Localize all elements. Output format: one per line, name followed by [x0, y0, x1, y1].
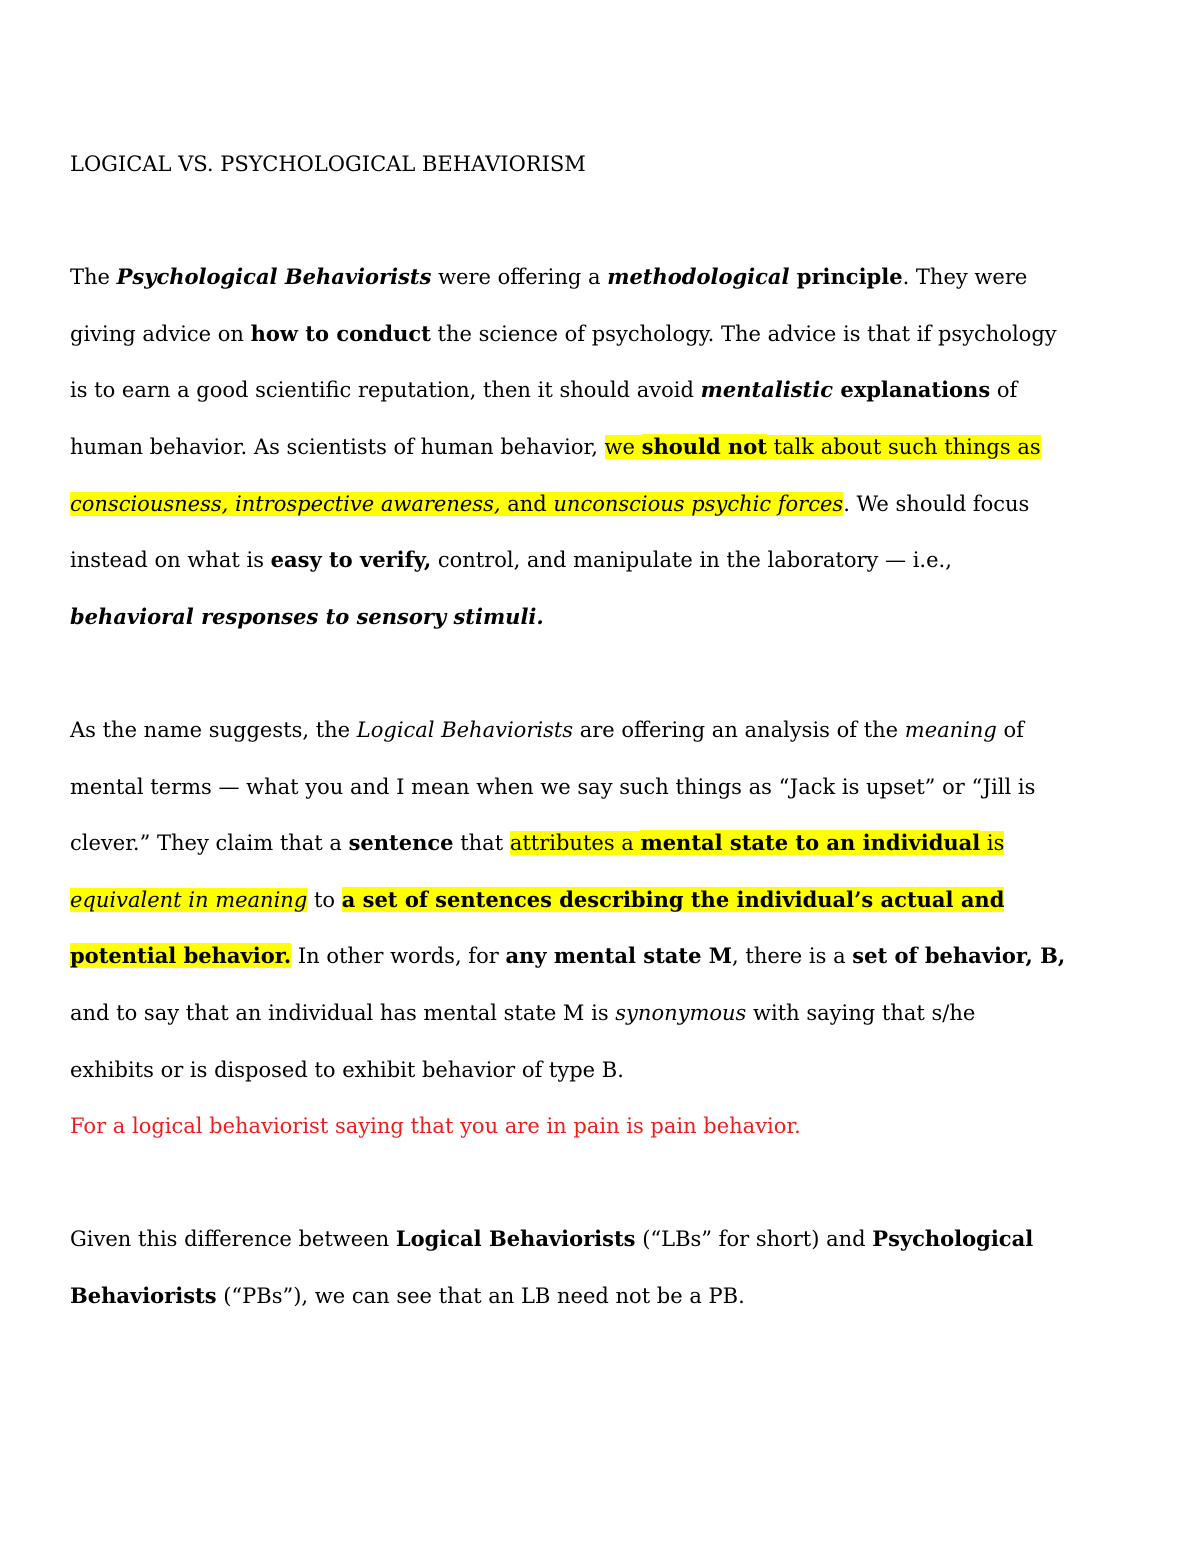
text-run: exhibits or is disposed to exhibit behavior of type B.: [70, 1057, 624, 1082]
term-any-mental-state: any mental state M: [505, 943, 733, 969]
text-run: are offering an analysis of the: [573, 717, 905, 742]
text-run: that: [453, 831, 510, 856]
text-run: of: [990, 378, 1018, 403]
text-run: . They were: [902, 265, 1028, 290]
text-run: Given this difference between: [70, 1227, 396, 1252]
highlight-should-not: should not: [641, 433, 767, 459]
highlight-equivalent-in-meaning: equivalent in meaning: [70, 887, 308, 912]
highlight-potential-behavior: potential behavior.: [70, 943, 292, 969]
term-methodological: methodological: [607, 264, 790, 290]
term-psychological: Psychological: [872, 1226, 1034, 1252]
highlight-run: talk about such things as: [766, 434, 1041, 459]
document-title: LOGICAL VS. PSYCHOLOGICAL BEHAVIORISM: [70, 152, 586, 176]
term-principle: principle: [789, 264, 903, 290]
highlight-unconscious-forces: unconscious psychic forces: [553, 491, 844, 516]
text-line: [70, 872, 1140, 929]
highlight-run: is: [980, 831, 1005, 856]
text-line: [70, 589, 1140, 646]
text-run: and to say that an individual has mental state M is: [70, 1000, 616, 1025]
text-run: were offering a: [431, 265, 608, 290]
highlight-consciousness: consciousness, introspective awareness,: [70, 491, 501, 516]
paragraph-logical-behaviorism: [70, 702, 1140, 1155]
text-run: the science of psychology. The advice is that if psychology: [430, 321, 1057, 346]
text-line: [70, 249, 1140, 306]
text-run: human behavior. As scientists of human behavior,: [70, 434, 605, 459]
text-line: [70, 306, 1140, 363]
highlight-run: attributes a: [509, 831, 641, 856]
text-run: As the name suggests, the: [70, 717, 357, 742]
text-line: [70, 476, 1140, 533]
term-how-to-conduct: how to conduct: [250, 320, 431, 346]
text-line: [70, 1042, 1140, 1099]
highlight-run: and: [500, 491, 554, 516]
highlight-run: we: [604, 434, 642, 459]
term-easy-to-verify: easy to verify,: [270, 547, 432, 573]
text-run: instead on what is: [70, 548, 271, 573]
text-run: , there is a: [732, 944, 853, 969]
highlight-mental-state: mental state to an individual: [640, 830, 981, 856]
text-run: (“LBs” for short) and: [635, 1227, 873, 1252]
term-meaning: meaning: [904, 717, 997, 742]
text-run: control, and manipulate in the laboratory — i.e.,: [431, 548, 952, 573]
text-line: [70, 532, 1140, 589]
text-run: clever.” They claim that a: [70, 831, 349, 856]
text-line: [70, 1268, 1140, 1325]
term-mentalistic: mentalistic: [700, 377, 834, 403]
document-page: [70, 136, 1140, 1324]
term-synonymous: synonymous: [615, 1000, 747, 1025]
text-run: In other words, for: [291, 944, 506, 969]
text-run: is to earn a good scientific reputation, then it should avoid: [70, 378, 701, 403]
term-logical-behaviorists-bold: Logical Behaviorists: [395, 1226, 636, 1252]
text-run: (“PBs”), we can see that an LB need not be a PB.: [216, 1283, 745, 1308]
paragraph-psychological-behaviorism: [70, 249, 1140, 645]
term-behavioral-responses: behavioral responses to sensory stimuli.: [70, 603, 544, 629]
text-run: to: [307, 887, 342, 912]
text-run: with saying that s/he: [746, 1000, 976, 1025]
term-explanations: explanations: [833, 377, 991, 403]
text-run: . We should focus: [843, 491, 1030, 516]
red-note: For a logical behaviorist saying that you are in pain is pain behavior.: [70, 1114, 801, 1139]
paragraph-spacer: [70, 645, 1140, 702]
term-logical-behaviorists: Logical Behaviorists: [356, 717, 574, 742]
text-line: [70, 1211, 1140, 1268]
highlight-set-of-sentences: a set of sentences describing the individual’s actual and: [341, 886, 1005, 912]
term-psychological-behaviorists: Psychological Behaviorists: [116, 264, 432, 290]
text-run: giving advice on: [70, 321, 251, 346]
text-run: mental terms — what you and I mean when we say such things as “Jack is upset” or “Jill is: [70, 774, 1036, 799]
paragraph-difference: [70, 1211, 1140, 1324]
term-sentence: sentence: [348, 830, 454, 856]
text-line: [70, 362, 1140, 419]
text-run: of: [996, 717, 1024, 742]
term-set-of-behavior: set of behavior, B,: [852, 943, 1066, 969]
text-run: The: [70, 265, 117, 290]
text-line: [70, 928, 1140, 985]
text-line: [70, 815, 1140, 872]
paragraph-spacer: [70, 1155, 1140, 1212]
text-line: [70, 419, 1140, 476]
text-line: [70, 702, 1140, 759]
term-behaviorists: Behaviorists: [70, 1282, 217, 1308]
text-line: [70, 759, 1140, 816]
text-line: [70, 985, 1140, 1042]
